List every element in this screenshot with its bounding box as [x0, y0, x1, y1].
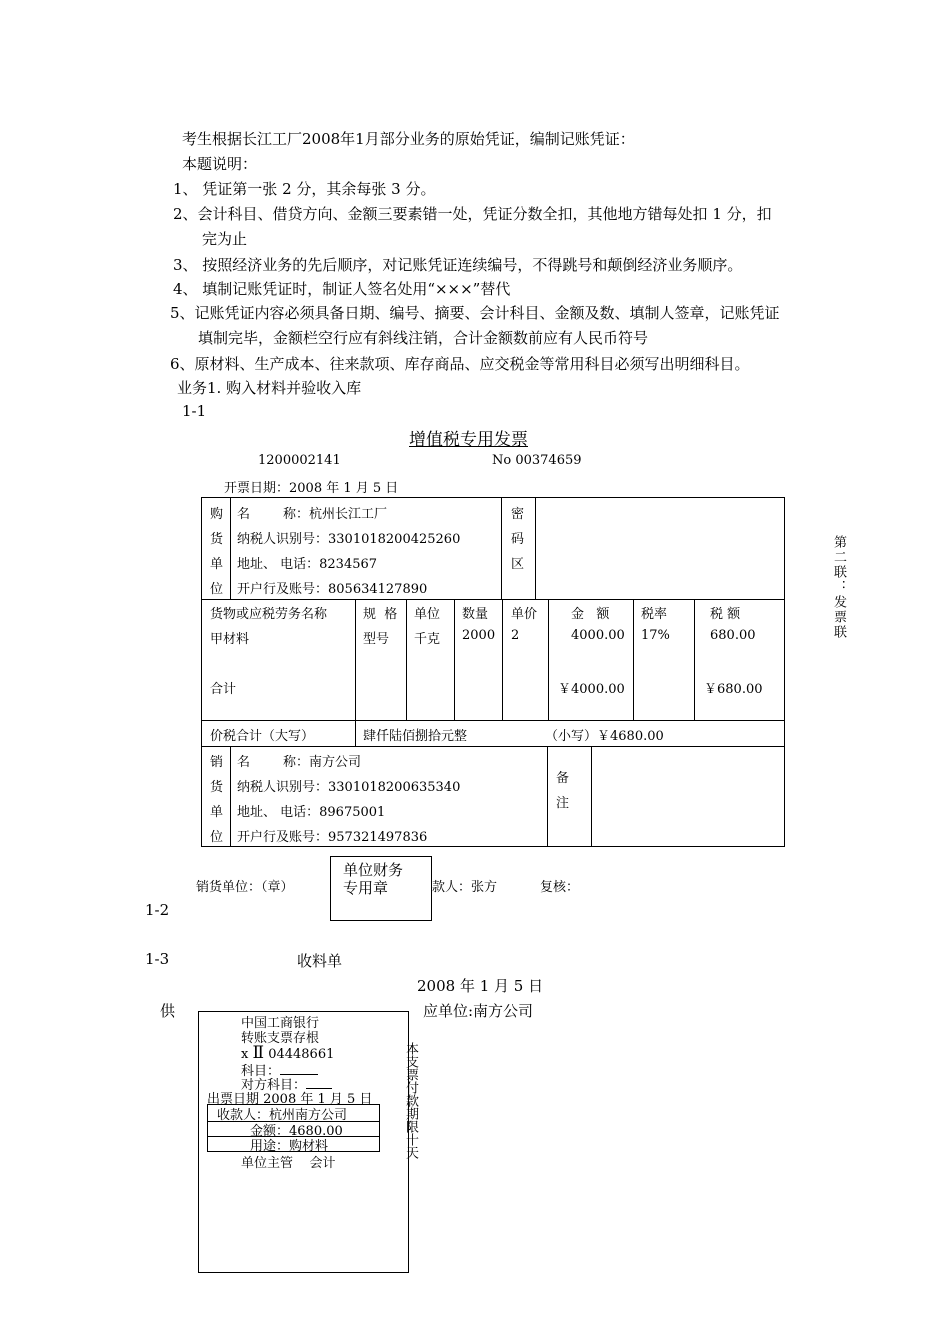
rule-1: 1、 凭证第一张 2 分，其余每张 3 分。: [173, 180, 436, 198]
rule-5-cont: 填制完毕，金额栏空行应有斜线注销，合计金额数前应有人民币符号: [198, 329, 649, 347]
receipt-supplier: 应单位:南方公司: [423, 1002, 534, 1020]
buyer-name: 名 称：杭州长江工厂: [237, 507, 388, 522]
cipher-label-char: 码: [511, 532, 525, 547]
receipt-supplier-prefix: 供: [160, 1002, 176, 1020]
buyer-address: 地址、 电话：8234567: [237, 557, 378, 572]
cipher-label-char: 区: [511, 557, 525, 572]
footer-seller-seal: 销货单位：（章）: [196, 880, 294, 895]
intro-subheading: 本题说明：: [182, 155, 258, 173]
seller-label-char: 销: [210, 755, 224, 770]
business-1-title: 业务1. 购入材料并验收入库: [177, 379, 362, 397]
header-unit: 单位: [414, 607, 441, 622]
seller-name: 名 称：南方公司: [237, 755, 362, 770]
buyer-label-char: 位: [210, 582, 224, 597]
total-amount: ￥4000.00: [558, 682, 625, 697]
buyer-label-char: 购: [210, 507, 224, 522]
row-unit: 千克: [414, 632, 441, 647]
invoice-copy-label: 第二联：发票联: [831, 535, 846, 640]
stub-number: 04448661: [268, 1047, 335, 1062]
header-spec: 规 格: [363, 607, 398, 622]
total-tax: ￥680.00: [704, 682, 763, 697]
price-tax-lower: （小写）￥4680.00: [545, 729, 664, 744]
stub-bank: 中国工商银行: [241, 1016, 320, 1031]
header-rate: 税率: [641, 607, 668, 622]
stub-payee: 收款人：杭州南方公司: [217, 1108, 348, 1123]
stub-purpose: 用途：购材料: [250, 1139, 329, 1154]
header-amount: 金 额: [571, 607, 610, 622]
row-goods: 甲材料: [210, 632, 250, 647]
stub-number-prefix: x: [241, 1047, 249, 1062]
stub-side-note: 本支票付款期限十天: [403, 1042, 418, 1159]
header-tax: 税 额: [710, 607, 741, 622]
row-price: 2: [511, 628, 520, 643]
cipher-label-char: 密: [511, 507, 525, 522]
seller-label-char: 位: [210, 830, 224, 845]
intro-heading: 考生根据长江工厂2008年1月部分业务的原始凭证，编制记账凭证：: [182, 130, 635, 148]
invoice-title: 增值税专用发票: [409, 430, 528, 450]
stub-type: 转账支票存根: [241, 1031, 320, 1046]
invoice-number: No 00374659: [492, 453, 582, 468]
stub-number-roman: Ⅱ: [252, 1043, 265, 1063]
row-rate: 17%: [641, 628, 670, 643]
header-price: 单价: [511, 607, 538, 622]
invoice-code: 1200002141: [258, 453, 341, 468]
seller-tax-id: 纳税人识别号：3301018200635340: [237, 780, 461, 795]
footer-payee: 款人：张方: [432, 880, 498, 895]
row-amount: 4000.00: [571, 628, 625, 643]
row-tax: 680.00: [710, 628, 756, 643]
stub-contra-label: 对方科目：: [241, 1078, 307, 1093]
finance-stamp-line1: 单位财务: [343, 861, 404, 879]
rule-3: 3、 按照经济业务的先后顺序，对记账凭证连续编号，不得跳号和颠倒经济业务顺序。: [173, 256, 743, 274]
header-model: 型号: [363, 632, 390, 647]
stub-subject-label: 科目：: [241, 1064, 281, 1079]
buyer-label-char: 单: [210, 557, 224, 572]
receipt-date: 2008 年 1 月 5 日: [417, 977, 544, 995]
section-1-3: 1-3: [145, 950, 170, 968]
invoice-date: 开票日期：2008 年 1 月 5 日: [224, 481, 399, 496]
seller-bank: 开户行及账号：957321497836: [237, 830, 428, 845]
rule-4: 4、 填制记账凭证时，制证人签名处用“×××”替代: [173, 280, 511, 298]
stub-issue-date: 出票日期 2008 年 1 月 5 日: [207, 1092, 373, 1107]
header-goods: 货物或应税劳务名称: [210, 607, 328, 622]
remark-label-char: 注: [556, 796, 570, 811]
seller-label-char: 货: [210, 780, 224, 795]
buyer-tax-id: 纳税人识别号：3301018200425260: [237, 532, 461, 547]
stub-footer: 单位主管 会计: [241, 1156, 336, 1171]
row-qty: 2000: [462, 628, 496, 643]
buyer-label-char: 货: [210, 532, 224, 547]
section-1-2: 1-2: [145, 901, 170, 919]
finance-stamp-line2: 专用章: [343, 879, 389, 897]
header-qty: 数量: [462, 607, 489, 622]
price-tax-upper: 肆仟陆佰捌拾元整: [363, 729, 468, 744]
receipt-title: 收料单: [297, 952, 343, 970]
rule-2: 2、会计科目、借贷方向、金额三要素错一处，凭证分数全扣，其他地方错每处扣 1 分，扣: [173, 205, 772, 223]
rule-6: 6、原材料、生产成本、往来款项、库存商品、应交税金等常用科目必须写出明细科目。: [170, 355, 750, 373]
seller-label-char: 单: [210, 805, 224, 820]
price-tax-label: 价税合计（大写）: [210, 729, 315, 744]
seller-address: 地址、 电话：89675001: [237, 805, 386, 820]
rule-2-cont: 完为止: [202, 230, 248, 248]
total-label: 合计: [210, 682, 237, 697]
section-1-1: 1-1: [182, 402, 207, 420]
buyer-bank: 开户行及账号：805634127890: [237, 582, 428, 597]
remark-label-char: 备: [556, 771, 570, 786]
rule-5: 5、记账凭证内容必须具备日期、编号、摘要、会计科目、金额及数、填制人签章，记账凭证: [170, 304, 780, 322]
footer-review: 复核：: [540, 880, 580, 895]
stub-amount: 金额：4680.00: [250, 1124, 343, 1139]
